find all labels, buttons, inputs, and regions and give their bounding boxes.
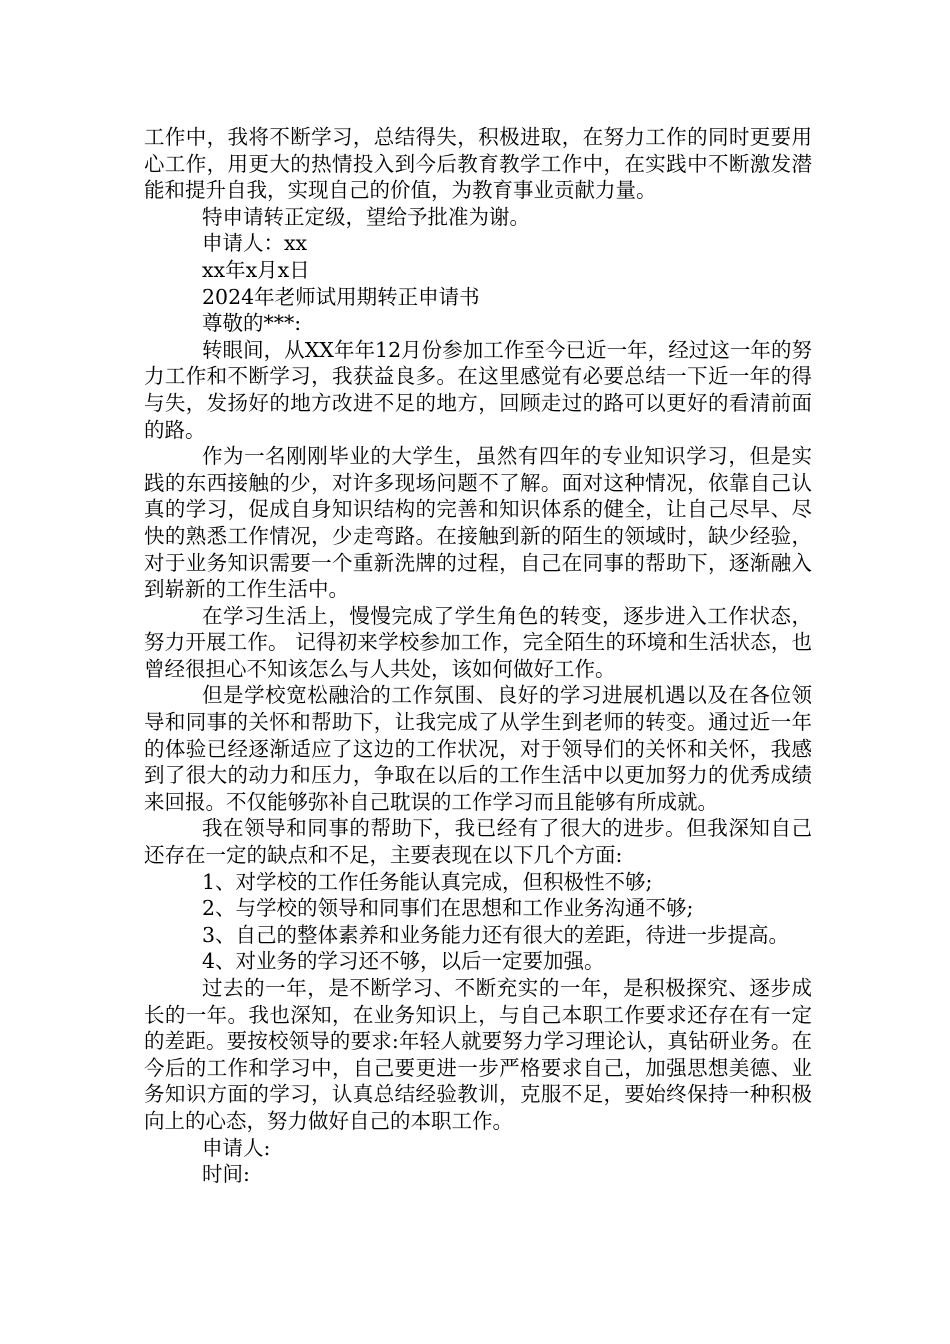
time-line: 时间: — [202, 1162, 250, 1187]
paragraph: 但是学校宽松融洽的工作氛围、良好的学习进展机遇以及在各位领导和同事的关怀和帮助下，让我完成了从学生到老师的转变。通过近一年的体验已经逐渐适应了这边的工作状况，对于领导们的关怀和关怀，我感到了很大的动力和压力，争取在以后的工作生活中以更加努力的优秀成绩来回报。不仅能够弥补自己耽误的工作学习而且能够有所成就。 — [144, 683, 812, 814]
list-item: 3、自己的整体素养和业务能力还有很大的差距，待进一步提高。 — [202, 922, 790, 947]
paragraph: 在学习生活上，慢慢完成了学生角色的转变，逐步进入工作状态，努力开展工作。 记得初来学校参加工作，完全陌生的环境和生活状态，也曾经很担心不知该怎么与人共处，该如何做好工作。 — [144, 603, 812, 681]
paragraph: 特申请转正定级，望给予批准为谢。 — [202, 204, 530, 229]
paragraph: 过去的一年，是不断学习、不断充实的一年，是积极探究、逐步成长的一年。我也深知，在业务知识上，与自己本职工作要求还存在有一定的差距。要按校领导的要求:年轻人就要努力学习理论认，真钻研业务。在今后的工作和学习中，自己要更进一步严格要求自己，加强思想美德、业务知识方面的学习，认真总结经验教训，克服不足，要始终保持一种积极向上的心态，努力做好自己的本职工作。 — [144, 976, 812, 1133]
salutation: 尊敬的***: — [202, 311, 302, 336]
applicant-signature-line: 申请人: — [202, 1135, 271, 1160]
date-line: xx年x月x日 — [202, 257, 310, 282]
list-item: 1、对学校的工作任务能认真完成，但积极性不够; — [202, 869, 653, 894]
paragraph: 作为一名刚刚毕业的大学生，虽然有四年的专业知识学习，但是实践的东西接触的少，对许多现场问题不了解。面对这种情况，依靠自己认真的学习，促成自身知识结构的完善和知识体系的健全，让自己尽早、尽快的熟悉工作情况，少走弯路。在接触到新的陌生的领域时，缺少经验，对于业务知识需要一个重新洗牌的过程，自己在同事的帮助下，逐渐融入到崭新的工作生活中。 — [144, 444, 812, 602]
list-item: 4、对业务的学习还不够，以后一定要加强。 — [202, 949, 605, 974]
applicant-line: 申请人：xx — [202, 231, 308, 256]
document-title: 2024年老师试用期转正申请书 — [202, 284, 480, 309]
paragraph: 转眼间，从XX年年12月份参加工作至今已近一年，经过这一年的努力工作和不断学习，我获益良多。在这里感觉有必要总结一下近一年的得与失，发扬好的地方改进不足的地方，回顾走过的路可以更好的看清前面的路。 — [144, 337, 812, 442]
document-page — [144, 124, 812, 1188]
paragraph: 工作中，我将不断学习，总结得失，积极进取，在努力工作的同时更要用心工作，用更大的热情投入到今后教育教学工作中，在实践中不断激发潜能和提升自我，实现自己的价值，为教育事业贡献力量。 — [144, 125, 812, 203]
list-item: 2、与学校的领导和同事们在思想和工作业务沟通不够; — [202, 896, 694, 921]
paragraph: 我在领导和同事的帮助下，我已经有了很大的进步。但我深知自己还存在一定的缺点和不足，主要表现在以下几个方面: — [144, 816, 812, 868]
